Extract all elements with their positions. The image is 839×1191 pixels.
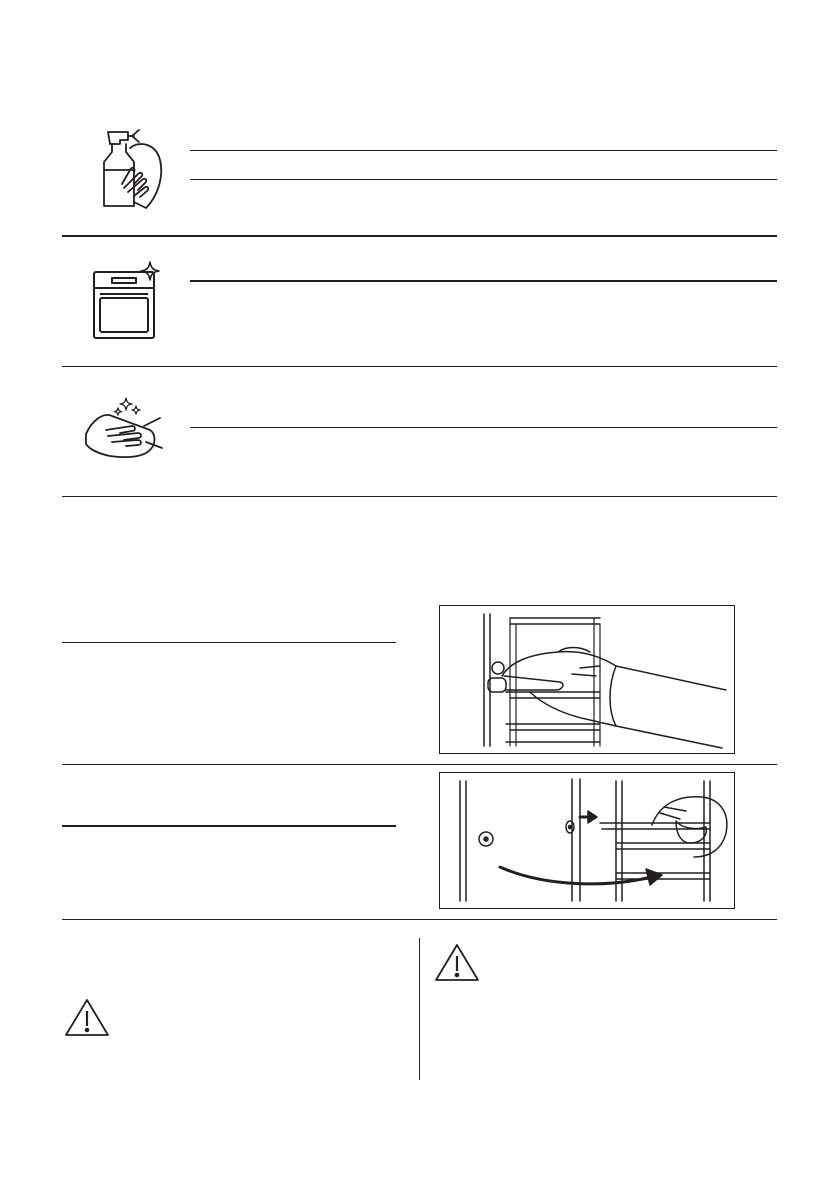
spray-and-cloth-icon xyxy=(94,126,166,212)
hand-wiping-icon xyxy=(84,396,164,460)
section-divider xyxy=(62,919,777,920)
section-divider xyxy=(62,764,777,765)
warning-triangle-icon xyxy=(64,997,110,1037)
column-divider xyxy=(419,938,420,1080)
figure-remove-shelf-support-2 xyxy=(439,772,735,909)
section-2-subrule xyxy=(190,280,777,282)
section-1-subrule-1 xyxy=(190,150,777,151)
step-2-rule xyxy=(62,825,396,827)
section-3-subrule xyxy=(190,427,777,428)
figure-remove-shelf-support-1 xyxy=(439,605,735,754)
step-1-rule xyxy=(62,642,396,643)
section-divider xyxy=(62,235,777,237)
warning-triangle-icon xyxy=(434,942,480,982)
clean-oven-icon xyxy=(92,260,162,342)
section-divider xyxy=(62,366,777,367)
section-1-subrule-2 xyxy=(190,179,777,180)
section-divider xyxy=(62,496,777,497)
